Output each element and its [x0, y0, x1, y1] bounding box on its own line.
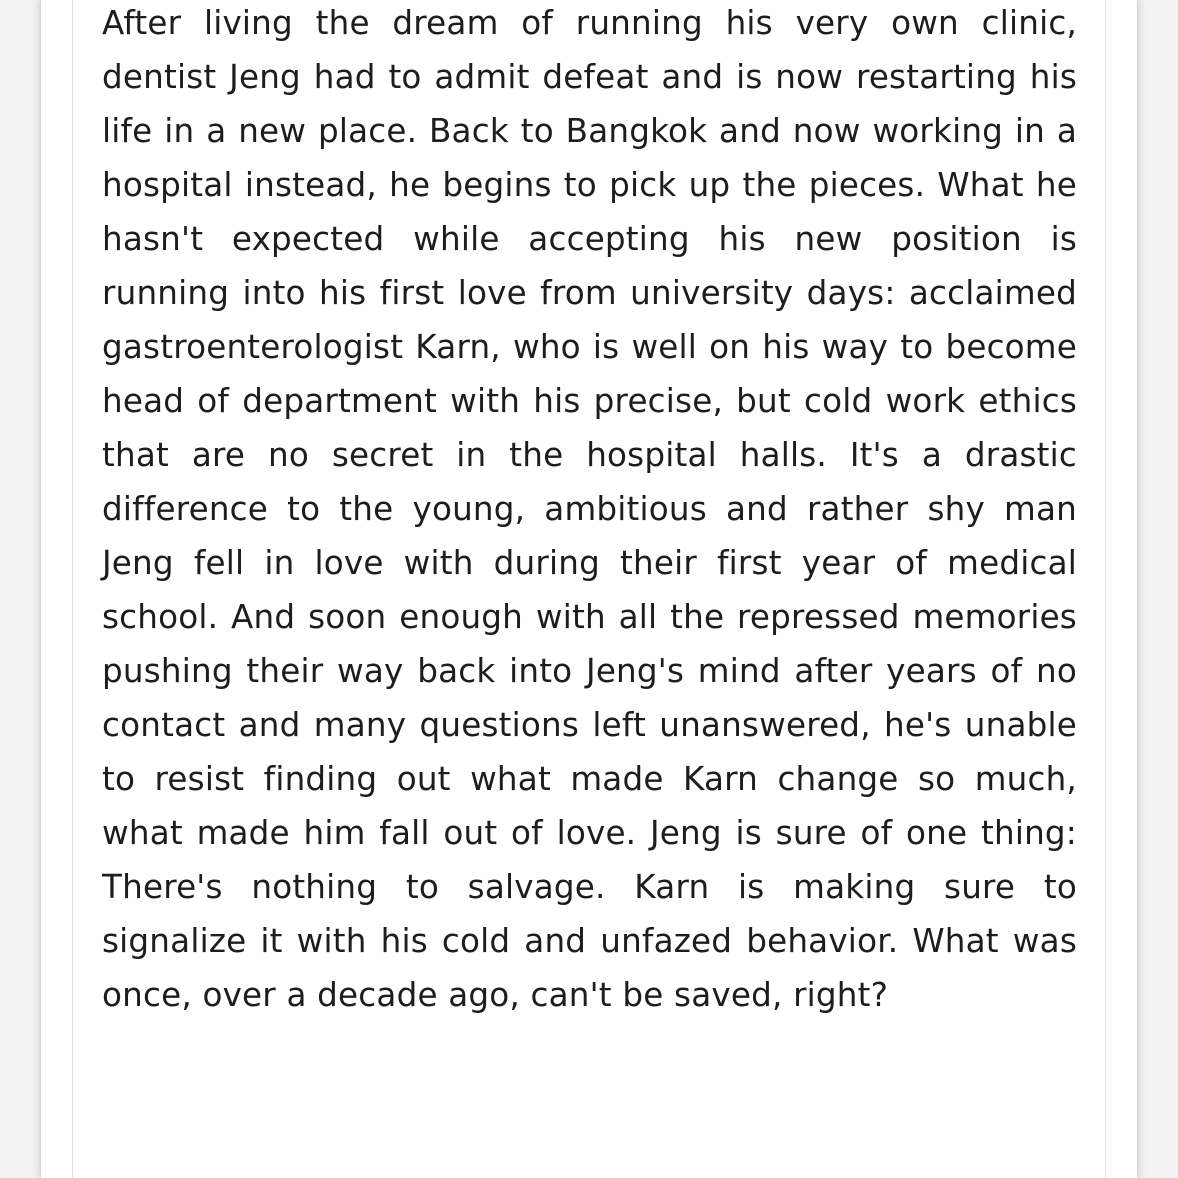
synopsis-paragraph: After living the dream of running his very own clinic, dentist Jeng had to admit defeat and is now restarting his life in a new place. Back to Bangkok and now working in a hospital instead, he begins to pick up the pieces. What he hasn't expected while accepting his new position is running into his first love from university days: acclaimed gastroenterologist Karn, who is well on his way to become head of department with his precise, but cold work ethics that are no secret in the hospital halls. It's a drastic difference to the young, ambitious and rather shy man Jeng fell in love with during their first year of medical school. And soon enough with all the repressed memories pushing their way back into Jeng's mind after years of no contact and many questions left unanswered, he's unable to resist finding out what made Karn change so much, what made him fall out of love. Jeng is sure of one thing: There's nothing to salvage. Karn is making sure to signalize it with his cold and unfazed behavior. What was once, over a decade ago, can't be saved, right? — [102, 4, 1077, 1014]
